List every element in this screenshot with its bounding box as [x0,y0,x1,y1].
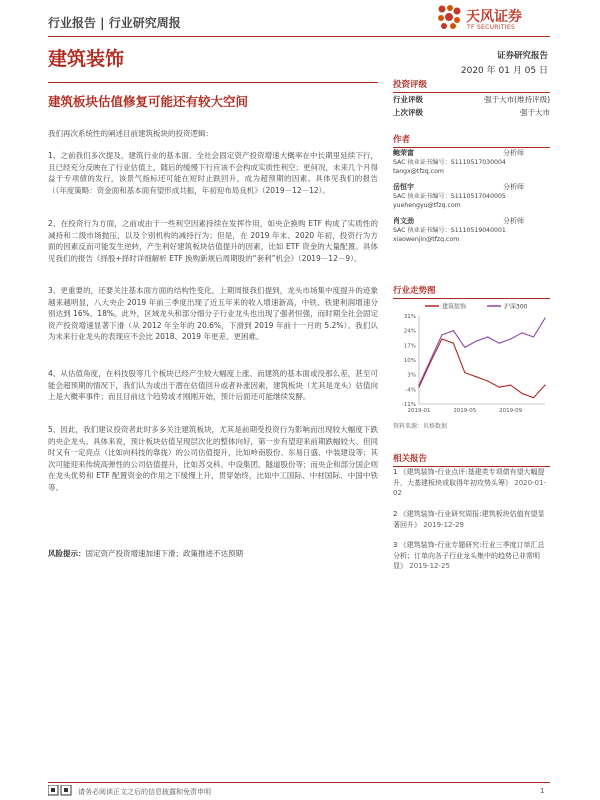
y-tick-label: -11% [401,402,416,408]
series-point [499,343,500,344]
analyst-name: 鲍荣富 [393,149,414,157]
analyst-cert: SAC 执业证书编号：S1110519040001 [393,227,506,234]
authors-heading: 作者 [393,133,550,148]
page-number: 1 [540,787,545,795]
y-tick-label: 3% [407,372,416,379]
series-point [510,385,511,386]
series-point [544,385,545,386]
related-title: 3 《建筑装饰-行业专题研究:行业三季度订单汇总分析；订单向各子行业龙头集中的趋势已非常明显》 [393,541,545,570]
series-point [418,387,419,388]
series-point [464,347,465,348]
rating-row-industry [393,94,550,105]
logo-text-en: TF SECURITIES [467,24,516,31]
series-point [499,387,500,388]
chart-heading: 行业走势图 [393,284,550,299]
analyst-email[interactable]: tangx@tfzq.com [393,168,444,175]
header-divider [48,36,550,37]
related-report-3[interactable] [393,540,550,572]
y-tick-label: 24% [403,328,416,335]
related-heading: 相关报告 [393,452,550,467]
related-title: 2 《建筑装饰-行业研究周报:建筑板块估值有望显著回升》 [393,510,545,529]
series-point [510,338,511,339]
qr-code-icon [48,785,72,797]
analyst-name: 岳恒宇 [393,183,414,191]
body-point-1: 1、之前我们多次提及，建筑行业的基本面、全社会固定资产投资增速大概率在中长期里延续下行，且已经充分反映在了行业估值上，随后的缓慢下行应该不会构成实质性利空；更何况，未来几个月得益于专项债的发行，该景气指标还可能在短时止跌回升，成为超预期的因素。具体见我们的报告（《年度策略：资金面和基本面有望形成共振，年初迎布局良机》（2019－12－12）。 [48,151,378,195]
industry-trend-chart [393,300,550,418]
risk-label: 风险提示： [48,549,86,558]
series-point [453,330,454,331]
rating-key: 上次评级 [393,108,423,117]
related-date: 2019-12-25 [409,562,450,570]
related-title: 1 《建筑装饰-行业点评:基建类专项债有望大幅提升，大基建板块或取得年初攻势头筹》 [393,468,545,487]
analyst-email[interactable]: xiaowenjin@tfzq.com [393,236,460,243]
analyst-email[interactable]: yuehengyu@tfzq.com [393,202,461,209]
report-tag: 行业报告 | 行业研究周报 [48,16,181,30]
rating-value: 强于大市 [520,108,550,117]
series-point [441,334,442,335]
series-point [544,317,545,318]
series-point [487,380,488,381]
title-divider [48,82,378,83]
related-date: 2019-12-29 [423,520,464,529]
related-report-2[interactable] [393,509,550,530]
analyst-role: 分析师 [503,217,524,225]
series-point [453,343,454,344]
series-point [441,338,442,339]
x-tick-label: 2019-09 [499,408,523,414]
series-point [430,359,431,360]
series-point [476,376,477,377]
rating-key: 行业评级 [393,95,423,104]
series-line [419,318,545,385]
risk-warning [48,548,378,559]
series-point [487,336,488,337]
series-line [419,339,545,398]
logo-text-cn: 天风证券 [466,9,522,25]
series-point [418,385,419,386]
analyst-name: 肖文劲 [393,217,414,225]
y-tick-label: 17% [403,343,416,350]
y-tick-label: 31% [403,314,416,320]
analyst-cert: SAC 执业证书编号：S1110517030004 [393,159,506,166]
report-date: 2020 年 01 月 05 日 [460,66,548,76]
series-point [476,341,477,342]
report-type: 证券研究报告 [496,51,548,61]
analyst-role: 分析师 [503,149,524,157]
brand-logo [436,2,546,38]
x-tick-label: 2019-05 [453,408,477,414]
risk-text: 固定资产投资增速加速下滑；政策推进不达预期 [85,549,243,558]
body-point-2: 2、在投资行为方面，之前或由于一些利空因素持续在发挥作用，如央企换购 ETF 构成了实质性的减持和二级市场抛压，以及个别机构的减持行为；但是，在 2019 年末、2020 年初，投资行为方面的因素反而可能发生逆转，产生利好建筑板块估值提升的因素，比如 ETF 资金的大量配置。具体见我们的报告《择股+择时详细解析 ETF 换购新规后周期股的“套利”机会》（2019－12－9）。 [48,219,378,263]
body-point-4: 4、从估值角度，在科技股等几个板块已经产生较大幅度上涨、而建筑的基本面或没那么差，甚至可能会超预期的情况下，我们认为或出于潜在估值回升或者补涨因素，建筑板块（尤其是龙头）估值向上是大概率事件；而且目前这个趋势或才刚刚开始，预计后面还可能继续发酵。 [48,369,378,402]
series-point [464,372,465,373]
analyst-1 [393,149,550,176]
analyst-role: 分析师 [503,183,524,191]
body-point-3: 3、更重要的，还要关注基本面方面的结构性变化，上期周报我们提到，龙头市场集中度提升的迹象越来越明显，八大央企 2019 年前三季度出现了近五年来的收入增速新高，中铁、铁建利润增速分别达到 16%、18%。此外，区域龙头和部分细分子行业龙头也出现了强者恒强，而时期全社会固定资产投资增速显著下滑（从 2012 年全年的 20.6%，下滑到 2019 年前十一月的 5.2%）。我们认为未来行业龙头的表现应不会比 2018、2019 年更差、更困难。 [48,286,378,342]
series-point [533,397,534,398]
analyst-2 [393,183,550,210]
series-point [533,336,534,337]
chart-source: 资料来源：贝格数据 [393,423,448,430]
footer-divider [48,782,550,783]
rating-row-previous [393,107,550,118]
body-point-5: 5、因此，我们建议投资者此时多多关注建筑板块，尤其是前期受投资行为影响而出现较大幅度下跌的央企龙头。具体来说，预计板块估值呈现层次化的整体向好，第一步有望迎来前期跌幅较大、但同时又有一定亮点（比如向科技的靠拢）的公司估值提升，比如岭南股份、东易日盛、中装建设等；其次可能迎来传统高弹性的公司估值提升，比如苏交科、中设集团、隧道股份等；而央企和部分国企则在龙头优势和 ETF 配置资金的作用之下缓慢上升，贯穿始终，比如中工国际、中材国际、中国中铁等。 [48,425,378,492]
rating-heading: 投资评级 [393,78,550,93]
x-tick-label: 2019-01 [407,408,431,414]
footer-disclaimer: 请务必阅读正文之后的信息披露和免责申明 [78,788,211,796]
rating-value: 强于大市(维持评级) [484,95,550,104]
body-intro: 我们再次系统性的阐述目前建筑板块的投资逻辑： [48,129,213,138]
legend-label: 沪深300 [504,303,528,311]
logo-mark-icon [436,4,462,30]
series-point [521,332,522,333]
series-point [521,393,522,394]
related-report-1[interactable] [393,467,550,499]
sector-title: 建筑装饰 [48,48,125,70]
analyst-cert: SAC 执业证书编号：S1110517040005 [393,193,506,200]
y-tick-label: 10% [403,358,416,364]
y-tick-label: -4% [405,387,416,394]
legend-label: 建筑装饰 [442,303,467,311]
analyst-3 [393,217,550,244]
main-title: 建筑板块估值修复可能还有较大空间 [48,94,249,109]
related-date: 2020-01-02 [393,478,547,497]
